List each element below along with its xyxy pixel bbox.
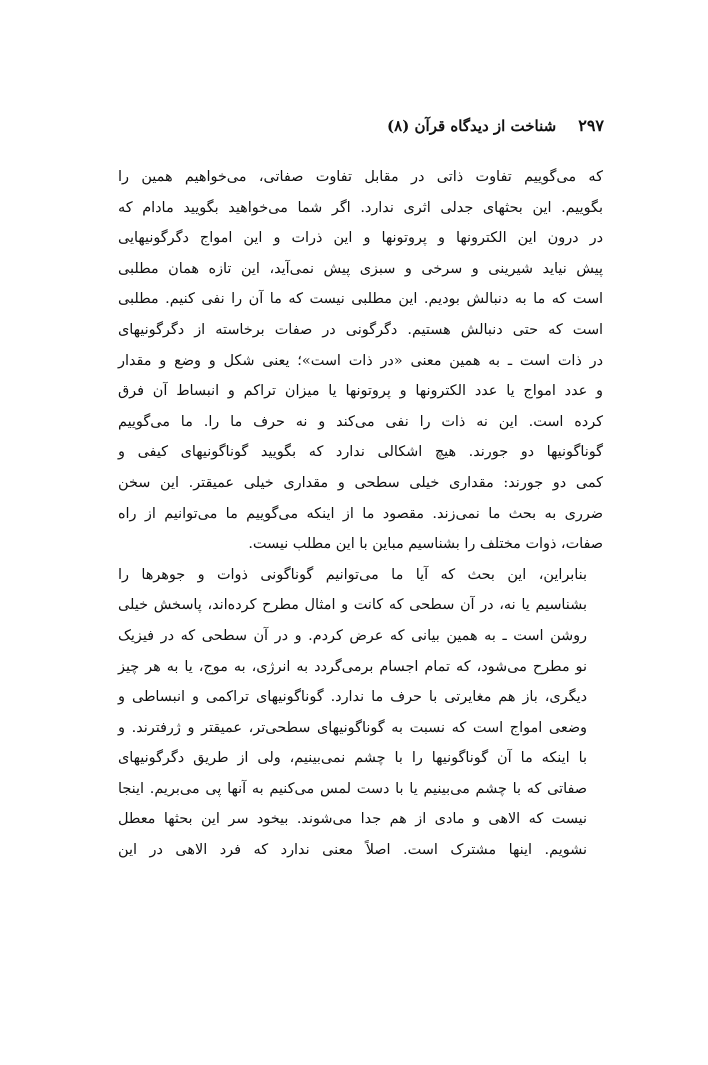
text-line: بگوییم. این بحثهای جدلی اثری ندارد. اگر شما می‌خواهید بگویید مادام که [118, 199, 603, 216]
text-line: بشناسیم یا نه، در آن سطحی که کانت و امثال مطرح کرده‌اند، پاسخش خیلی [118, 597, 587, 614]
text-line: کمی دو جورند: مقداری خیلی سطحی و مقداری خیلی عمیقتر. این سخن [118, 474, 603, 491]
text-line: ضرری به بحث ما نمی‌زند. مقصود ما از اینکه می‌گوییم ما می‌توانیم از راه [118, 505, 603, 522]
text-line: نیست که الاهی و مادی از هم جدا می‌شوند. بیخود سر این بحثها معطل [118, 811, 587, 828]
paragraph-1 [118, 162, 603, 560]
text-line: نشویم. اینها مشترک است. اصلاً معنی ندارد که فرد الاهی در این [118, 842, 587, 859]
text-line: با اینکه ما آن گوناگونیها را با چشم نمی‌بینیم، ولی از طریق دگرگونیهای [118, 750, 587, 767]
running-title: شناخت از دیدگاه قرآن (۸) [387, 117, 557, 135]
text-line: و عدد امواج یا عدد الکترونها و پروتونها یا میزان تراکم و انبساط آن فرق [118, 383, 603, 400]
text-line: گوناگونیها دو جورند. هیچ اشکالی ندارد که بگویید گوناگونیهای کیفی و [118, 444, 603, 461]
text-line: صفات، ذوات مختلف را بشناسیم مباین با این مطلب نیست. [248, 536, 603, 553]
text-line: صفاتی که با چشم می‌بینیم یا با دست لمس می‌کنیم به آنها پی می‌بریم. اینجا [118, 780, 587, 797]
text-line: کرده است. این نه ذات را نفی می‌کند و نه حرف ما را. ما می‌گوییم [118, 413, 603, 430]
page-number: ۲۹۷ [578, 116, 604, 135]
text-line: نو مطرح می‌شود، که تمام اجسام برمی‌گردد به انرژی، به موج، یا به هر چیز [118, 658, 587, 675]
text-line: پیش نیاید شیرینی و سرخی و سبزی پیش نمی‌آید، این تازه همان مطلبی [118, 260, 603, 277]
body-text [118, 162, 603, 866]
text-line: روشن است ـ به همین بیانی که عرض کردم. و در آن سطحی که در فیزیک [118, 627, 587, 644]
text-line: در ذات است ـ به همین معنی «در ذات است»؛ یعنی شکل و وضع و مقدار [118, 352, 603, 369]
text-line: دیگری، باز هم مغایرتی با حرف ما ندارد. گوناگونیهای تراکمی و انبساطی و [118, 689, 587, 706]
paragraph-2 [118, 560, 603, 866]
text-line: است که حتی دنبالش هستیم. دگرگونی در صفات برخاسته از دگرگونیهای [118, 321, 603, 338]
text-line: است که ما به دنبالش بودیم. این مطلبی نیست که ما آن را نفی کنیم. مطلبی [118, 291, 603, 308]
running-head [118, 116, 604, 135]
text-line: وضعی امواج است که نسبت به گوناگونیهای سطحی‌تر، عمیقتر و ژرفترند. و [118, 719, 587, 736]
text-line: بنابراین، این بحث که آیا ما می‌توانیم گوناگونی ذوات و جوهرها را [118, 566, 587, 583]
text-line: در درون این الکترونها و پروتونها و این ذرات و این امواج دگرگونیهایی [118, 230, 603, 247]
text-line: که می‌گوییم تفاوت ذاتی در مقابل تفاوت صفاتی، می‌خواهیم همین را [118, 169, 603, 185]
